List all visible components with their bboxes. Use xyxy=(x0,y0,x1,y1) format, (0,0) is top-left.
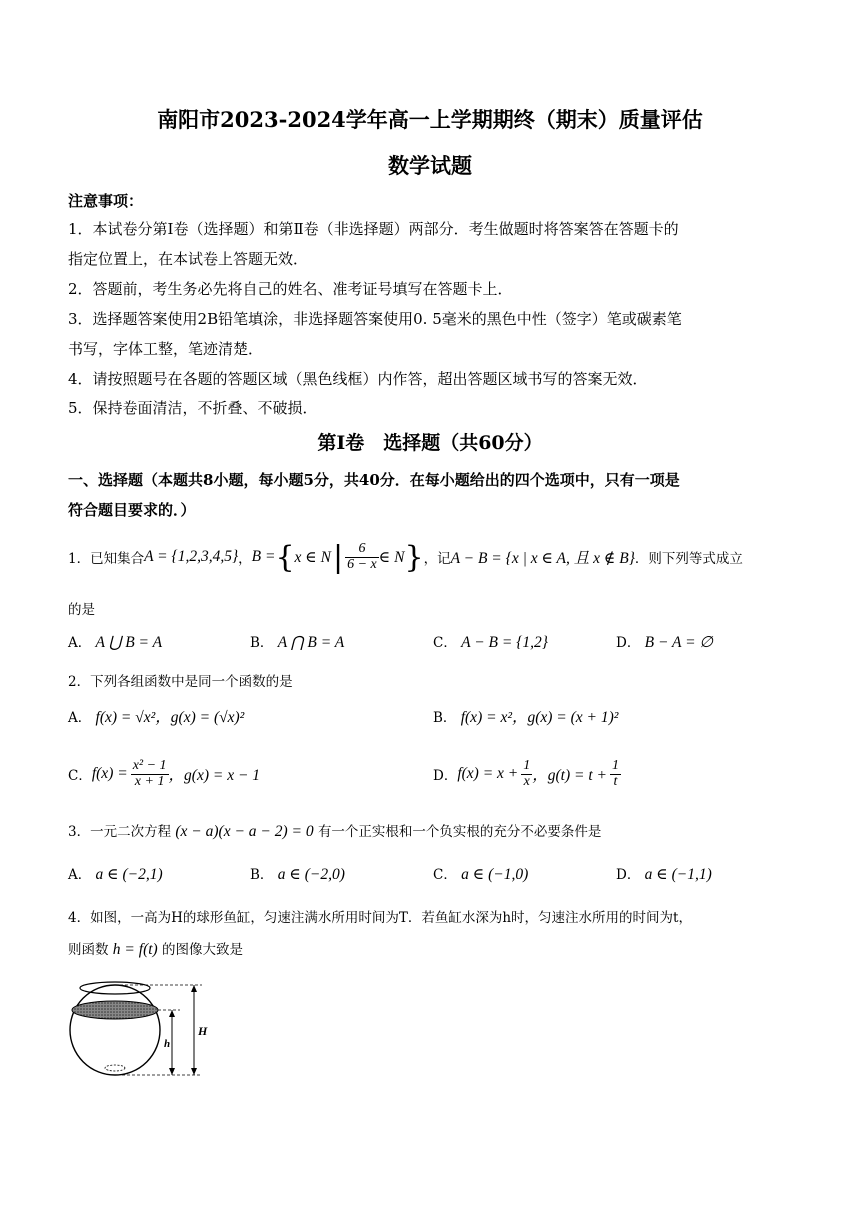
q3-prefix: 3．一元二次方程 xyxy=(68,824,172,840)
q3-option-c[interactable] xyxy=(433,863,528,884)
q1-fraction xyxy=(345,542,379,572)
section-title: 第Ⅰ卷 选择题（共60分） xyxy=(317,432,543,454)
question-1-stem xyxy=(68,535,743,579)
q1-set-b-inner: x ∈ N xyxy=(294,548,331,566)
section-instruction: 一、选择题（本题共8小题，每小题5分，共40分．在每小题给出的四个选项中，只有一项是 xyxy=(68,471,680,489)
q1-set-b-left: B = xyxy=(251,548,276,565)
q2-d-fraction-2 xyxy=(610,759,621,789)
q2-option-d[interactable] xyxy=(433,752,621,796)
q3-equation: (x − a)(x − a − 2) = 0 xyxy=(175,823,314,840)
q1-option-d[interactable] xyxy=(616,631,713,652)
option-expr: a ∈ (−1,0) xyxy=(461,866,529,883)
q1-fraction-numerator: 6 xyxy=(345,542,379,558)
q2-option-b[interactable] xyxy=(433,705,618,727)
notes-line: 5．保持卷面清洁，不折叠、不破损． xyxy=(68,399,318,417)
question-4-line2 xyxy=(68,938,243,959)
right-brace: } xyxy=(404,539,424,575)
question-3-stem xyxy=(68,820,601,841)
option-label: A． xyxy=(68,867,92,883)
page-title: 南阳市2023-2024学年高一上学期期终（期末）质量评估 xyxy=(157,107,703,132)
option-label: A． xyxy=(68,635,92,651)
option-label: C． xyxy=(433,867,457,883)
q1-set-a: A = {1,2,3,4,5} xyxy=(144,548,239,565)
q3-option-d[interactable] xyxy=(616,863,712,884)
left-brace: { xyxy=(275,539,295,575)
option-expr: ，g(x) = x − 1 xyxy=(168,767,261,784)
option-expr: f(x) = x²，g(x) = (x + 1)² xyxy=(460,709,619,726)
notes-heading: 注意事项： xyxy=(68,192,144,210)
label-H: H xyxy=(198,1024,208,1038)
q2-c-fraction xyxy=(131,759,169,789)
option-label: B． xyxy=(250,867,274,883)
q3-option-a[interactable] xyxy=(68,863,163,884)
q1-sep2: ，记 xyxy=(423,551,451,567)
option-label: A． xyxy=(68,710,92,726)
fraction-numerator: 1 xyxy=(523,757,531,773)
question-2-stem: 2．下列各组函数中是同一个函数的是 xyxy=(68,674,293,690)
fraction-denominator: x + 1 xyxy=(134,773,165,789)
q1-prefix: 1．已知集合 xyxy=(68,551,145,567)
q3-option-b[interactable] xyxy=(250,863,345,884)
q1-sep: ， xyxy=(238,551,252,567)
q1-fraction-denominator: 6 − x xyxy=(347,556,377,572)
notes-line: 2．答题前，考生务必先将自己的姓名、准考证号填写在答题卡上． xyxy=(68,280,513,298)
q1-option-b[interactable] xyxy=(250,631,344,652)
sphere-outline xyxy=(70,985,160,1075)
q2-option-a[interactable] xyxy=(68,705,244,727)
question-4-line1: 4．如图，一高为H的球形鱼缸，匀速注满水所用时间为T．若鱼缸水深为h时，匀速注水所用的时间为t， xyxy=(68,910,692,926)
water-surface xyxy=(72,1001,158,1019)
option-expr: B − A = ∅ xyxy=(644,634,713,651)
fraction-denominator: x xyxy=(523,773,530,789)
option-expr: f(x) = xyxy=(91,765,128,782)
option-expr: a ∈ (−1,1) xyxy=(644,866,712,883)
fraction-numerator: x² − 1 xyxy=(132,757,167,773)
label-h: h xyxy=(164,1038,171,1050)
q1-suffix: ．则下列等式成立 xyxy=(634,551,743,567)
q2-option-c[interactable] xyxy=(68,752,260,796)
option-expr: A ⋂ B = A xyxy=(277,634,345,651)
notes-line: 4．请按照题号在各题的答题区域（黑色线框）内作答，超出答题区域书写的答案无效． xyxy=(68,370,648,388)
q4-suffix: 的图像大致是 xyxy=(162,942,243,958)
option-label: D． xyxy=(433,768,458,784)
option-expr: A ⋃ B = A xyxy=(95,634,163,651)
q2-d-fraction-1 xyxy=(521,759,532,789)
option-expr: f(x) = √x²，g(x) = (√x)² xyxy=(95,709,245,726)
fraction-denominator: t xyxy=(613,773,618,789)
fishbowl-figure xyxy=(62,975,222,1085)
notes-line: 3．选择题答案使用2B铅笔填涂，非选择题答案使用0. 5毫米的黑色中性（签字）笔或碳素笔 xyxy=(68,310,682,328)
top-opening xyxy=(80,982,150,994)
option-label: C． xyxy=(68,768,92,784)
option-expr: f(x) = x + xyxy=(457,765,519,782)
option-label: D． xyxy=(616,635,641,651)
q4-prefix: 则函数 xyxy=(68,942,109,958)
q1-set-b-right: ∈ N xyxy=(378,548,405,566)
option-expr: ，g(t) = t + xyxy=(532,767,607,784)
notes-line: 指定位置上，在本试卷上答题无效． xyxy=(68,250,309,268)
bowl-base xyxy=(105,1065,125,1071)
notes-line: 1．本试卷分第Ⅰ卷（选择题）和第Ⅱ卷（非选择题）两部分．考生做题时将答案答在答题卡的 xyxy=(68,220,679,238)
vertical-bar: | xyxy=(333,539,344,575)
q1-diff-def: A − B = {x | x ∈ A, 且 x ∉ B} xyxy=(450,550,635,567)
notes-line: 书写，字体工整，笔迹清楚． xyxy=(68,340,264,358)
page-subtitle: 数学试题 xyxy=(388,153,472,178)
fraction-numerator: 1 xyxy=(612,757,619,773)
q1-option-c[interactable] xyxy=(433,631,548,652)
option-label: C． xyxy=(433,635,457,651)
q4-expression: h = f(t) xyxy=(112,941,158,958)
option-expr: A − B = {1,2} xyxy=(461,634,548,651)
q3-suffix: 有一个正实根和一个负实根的充分不必要条件是 xyxy=(317,824,602,840)
option-expr: a ∈ (−2,0) xyxy=(277,866,345,883)
option-expr: a ∈ (−2,1) xyxy=(95,866,163,883)
option-label: B． xyxy=(250,635,274,651)
question-1-line2: 的是 xyxy=(68,602,95,618)
section-instruction: 符合题目要求的．） xyxy=(68,501,196,519)
option-label: D． xyxy=(616,867,641,883)
option-label: B． xyxy=(433,710,457,726)
q1-option-a[interactable] xyxy=(68,631,162,652)
